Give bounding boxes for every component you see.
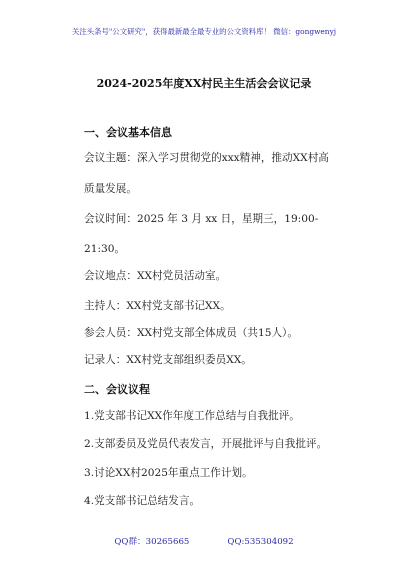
header-promo-text: 关注头条号"公文研究"，获得最新最全最专业的公文资料库！ 微信：gongwenyj — [71, 27, 337, 36]
meeting-topic-line-1: 会议主题：深入学习贯彻党的xxx精神，推动XX村高 — [84, 152, 329, 164]
agenda-item-2: 2.支部委员及党员代表发言，开展批评与自我批评。 — [84, 438, 328, 450]
meeting-location: 会议地点：XX村党员活动室。 — [84, 270, 227, 282]
footer-contact — [0, 535, 408, 547]
footer-qq-group: QQ群：30265665 — [114, 537, 190, 547]
agenda-item-1: 1.党支部书记XX作年度工作总结与自我批评。 — [84, 410, 300, 422]
meeting-time-line-1: 会议时间：2025 年 3 月 xx 日，星期三，19:00- — [84, 213, 319, 225]
agenda-item-4: 4.党支部书记总结发言。 — [84, 495, 201, 507]
meeting-time-line-2: 21:30。 — [84, 243, 126, 255]
meeting-host: 主持人：XX村党支部书记XX。 — [84, 300, 231, 312]
meeting-attendees: 参会人员：XX村党支部全体成员（共15人）。 — [84, 327, 298, 339]
section-heading-agenda: 二、会议议程 — [84, 383, 150, 396]
meeting-topic-line-2: 质量发展。 — [84, 183, 137, 195]
agenda-item-3: 3.讨论XX村2025年重点工作计划。 — [84, 467, 253, 479]
section-heading-basic-info: 一、会议基本信息 — [84, 126, 172, 139]
meeting-recorder: 记录人：XX村党支部组织委员XX。 — [84, 354, 252, 366]
footer-qq-number: QQ:535304092 — [227, 537, 294, 547]
document-title: 2024-2025年度XX村民主生活会会议记录 — [96, 77, 312, 90]
